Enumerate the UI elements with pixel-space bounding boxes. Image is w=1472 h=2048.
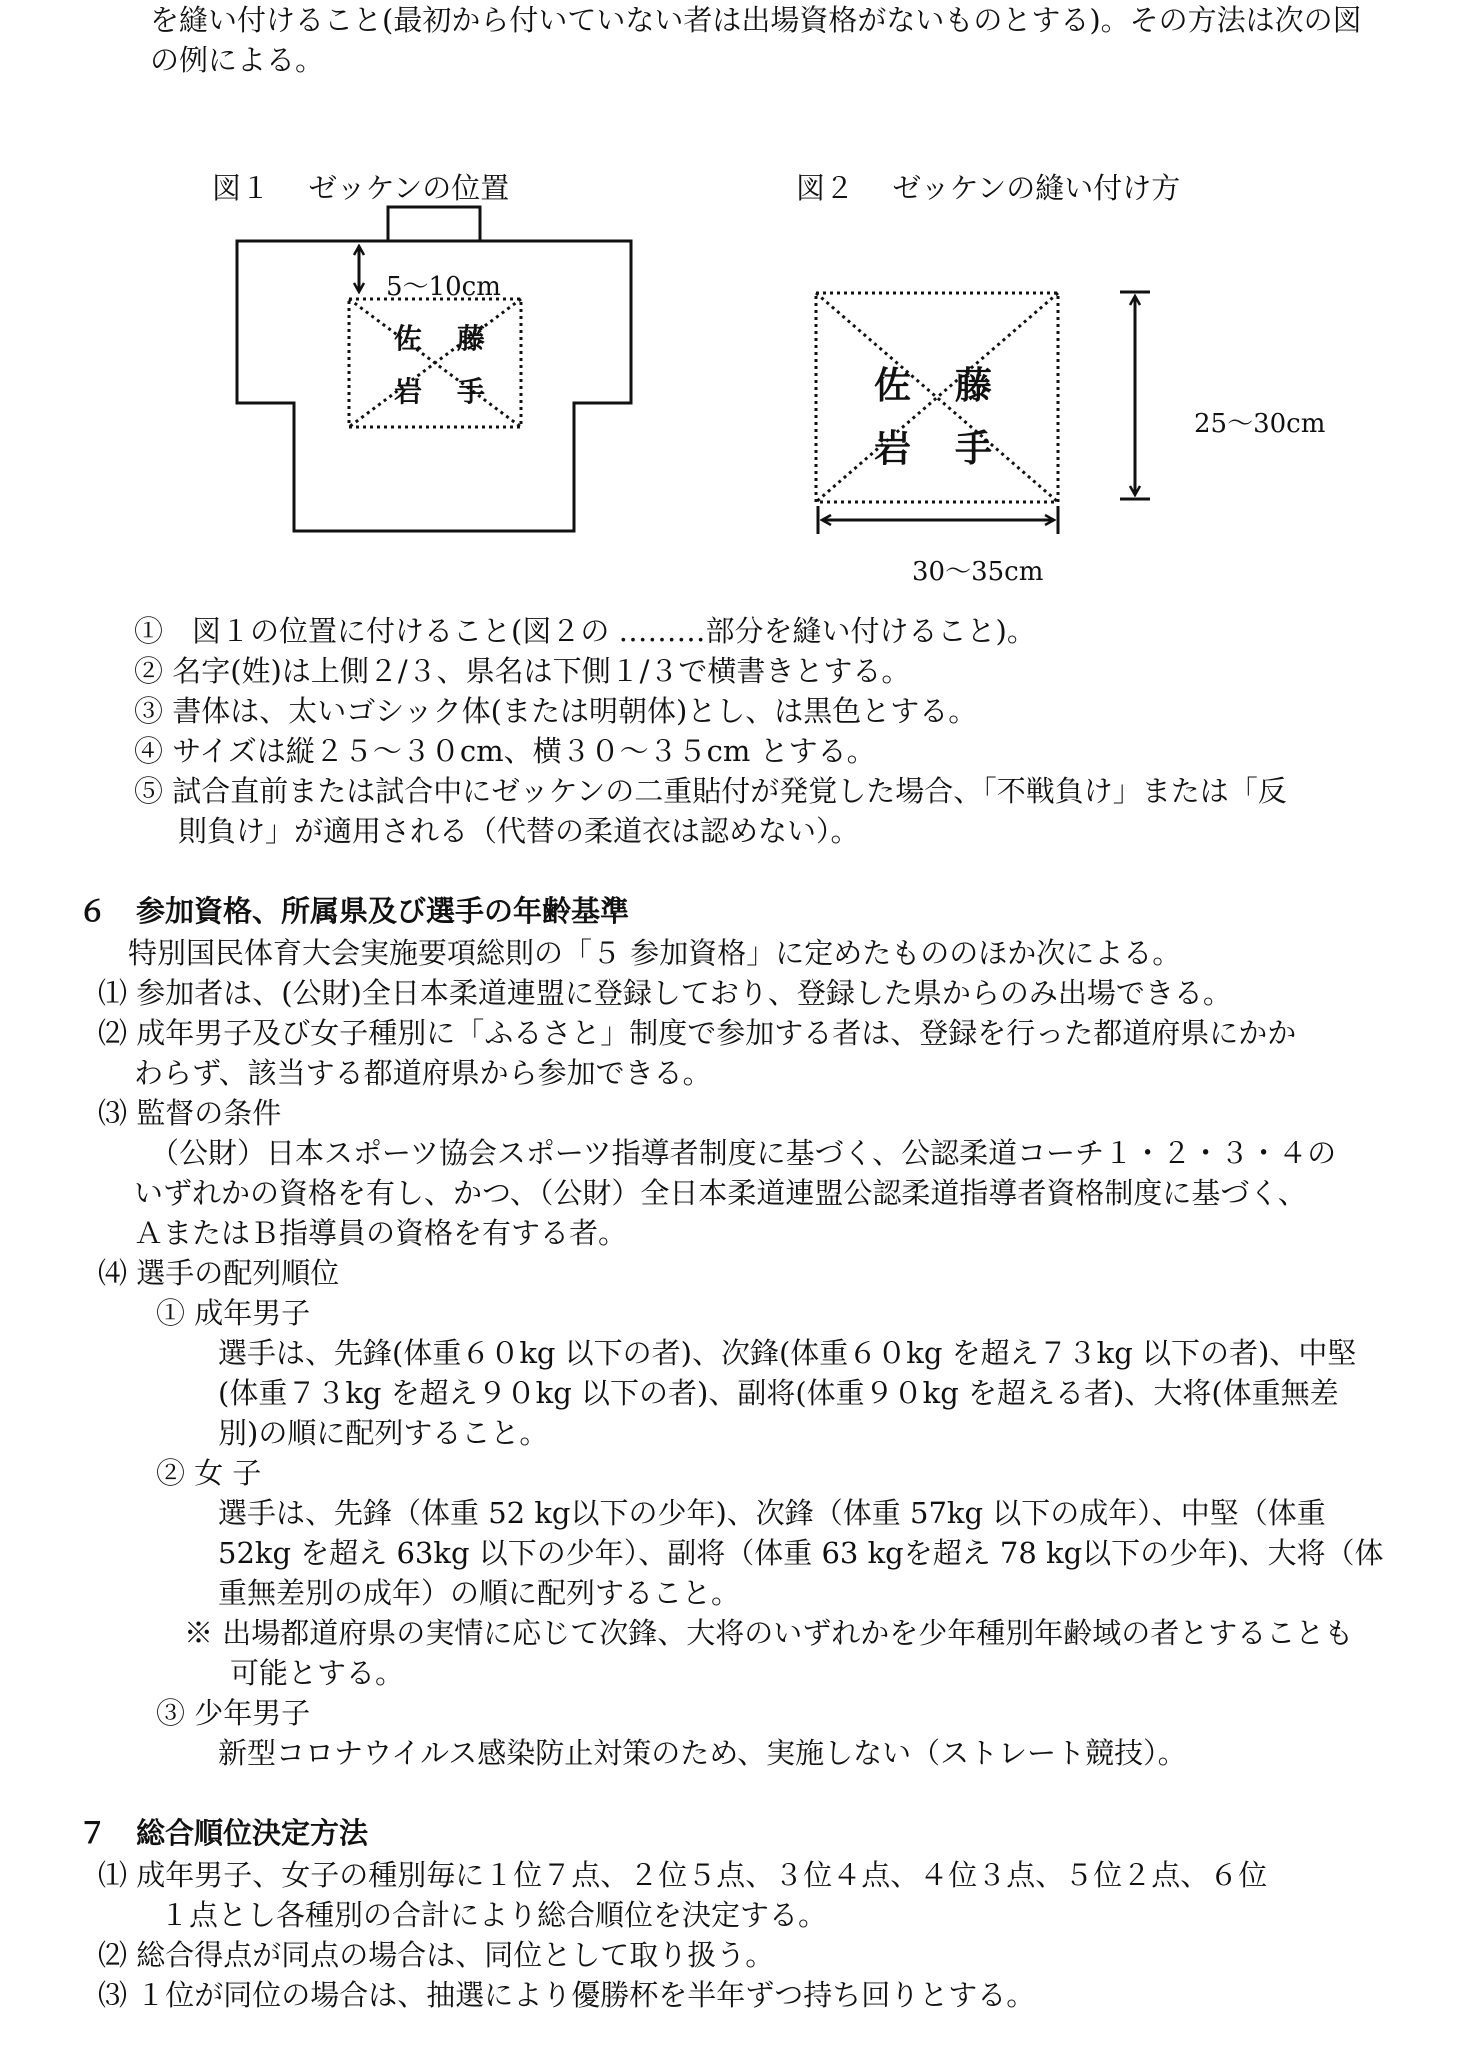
intro-line-2: の例による。 (150, 43, 325, 77)
section6-line: ⑷ 選手の配列順位 (98, 1256, 340, 1290)
section6-line: 別)の順に配列すること。 (218, 1416, 549, 1450)
section6-line: わらず、該当する都道府県から参加できる。 (134, 1056, 712, 1090)
section7-line: １点とし各種別の合計により総合順位を決定する。 (160, 1898, 828, 1932)
figure2-bib-char: 岩 (874, 427, 911, 470)
figure1-dimension-label: 5〜10cm (386, 272, 501, 302)
figure2-bib-char: 佐 (874, 364, 911, 407)
figure2-width-label: 30〜35cm (912, 557, 1044, 587)
section6-line: 52kg を超え 63kg 以下の少年）、副将（体重 63 kgを超え 78 kg以下の少年)、大将（体 (218, 1536, 1384, 1570)
bib-rule-2: ② 名字(姓)は上側２/３、県名は下側１/３で横書きとする。 (134, 654, 911, 688)
bib-rule-5: ⑤ 試合直前または試合中にゼッケンの二重貼付が発覚した場合、「不戦負け」または「反 (134, 774, 1287, 808)
section6-line: （公財）日本スポーツ協会スポーツ指導者制度に基づく、公認柔道コーチ１・２・３・４の (150, 1136, 1337, 1170)
figure2-width-arrow (818, 506, 1058, 534)
figure1-bib (349, 299, 521, 427)
figure2-bib (816, 293, 1058, 502)
section6-line: 選手は、先鋒（体重 52 kg以下の少年)、次鋒（体重 57kg 以下の成年）、中堅（体重 (218, 1496, 1326, 1530)
section6-line: ③ 少年男子 (156, 1696, 311, 1730)
intro-line-1: を縫い付けること(最初から付いていない者は出場資格がないものとする)。その方法は次の図 (150, 3, 1362, 37)
section6-heading: ６ 参加資格、所属県及び選手の年齢基準 (78, 894, 630, 928)
bib-rule-4: ④ サイズは縦２５〜３０cm、横３０〜３５cm とする。 (134, 734, 876, 768)
section6-line: ① 成年男子 (156, 1296, 311, 1330)
figure1-title: 図１ ゼッケンの位置 (212, 171, 510, 205)
section6-line: ⑶ 監督の条件 (98, 1096, 282, 1130)
section7-line: ⑵ 総合得点が同点の場合は、同位として取り扱う。 (98, 1938, 775, 1972)
bib-rule-1: ① 図１の位置に付けること(図２の ………部分を縫い付けること)。 (134, 614, 1036, 648)
section7-heading: ７ 総合順位決定方法 (78, 1816, 369, 1850)
figure2-height-label: 25〜30cm (1194, 409, 1326, 439)
figure2-height-arrow (1120, 292, 1150, 499)
section6-line: ② 女 子 (156, 1456, 262, 1490)
section6-line: 選手は、先鋒(体重６０kg 以下の者)、次鋒(体重６０kg を超え７３kg 以下の者)、中堅 (218, 1336, 1357, 1370)
figure1-shirt-outline (237, 207, 631, 531)
section7-line: ⑴ 成年男子、女子の種別毎に１位７点、２位５点、３位４点、４位３点、５位２点、６位 (98, 1858, 1268, 1892)
figure1-bib-char: 藤 (457, 322, 486, 355)
figure2-bib-char: 藤 (955, 364, 992, 407)
figure1-bib-char: 岩 (394, 375, 423, 408)
section6-line: ⑴ 参加者は、(公財)全日本柔道連盟に登録しており、登録した県からのみ出場できる。 (98, 976, 1232, 1010)
section6-line: (体重７３kg を超え９０kg 以下の者)、副将(体重９０kg を超える者)、大将(体重無差 (218, 1376, 1339, 1410)
section6-line: 可能とする。 (230, 1656, 405, 1690)
section7-line: ⑶ １位が同位の場合は、抽選により優勝杯を半年ずつ持ち回りとする。 (98, 1978, 1036, 2012)
section6-line: ＡまたはＢ指導員の資格を有する者。 (134, 1216, 628, 1250)
section6-line: 特別国民体育大会実施要項総則の「５ 参加資格」に定めたもののほか次による。 (128, 936, 1182, 970)
figure2-bib-char: 手 (955, 427, 992, 470)
figure-drawings (0, 0, 1472, 600)
figure2-title: 図２ ゼッケンの縫い付け方 (796, 171, 1181, 205)
section6-line: ⑵ 成年男子及び女子種別に「ふるさと」制度で参加する者は、登録を行った都道府県にかか (98, 1016, 1297, 1050)
section6-line: いずれかの資格を有し、かつ、（公財）全日本柔道連盟公認柔道指導者資格制度に基づく、 (134, 1176, 1307, 1210)
figure1-bib-char: 佐 (394, 322, 423, 355)
section6-line: ※ 出場都道府県の実情に応じて次鋒、大将のいずれかを少年種別年齢域の者とすることも (184, 1616, 1354, 1650)
section6-line: 新型コロナウイルス感染防止対策のため、実施しない（ストレート競技）。 (218, 1736, 1187, 1770)
figure1-bib-char: 手 (457, 375, 486, 408)
bib-rule-5-cont: 則負け」が適用される（代替の柔道衣は認めない）。 (178, 814, 860, 848)
section6-line: 重無差別の成年）の順に配列すること。 (218, 1576, 741, 1610)
bib-rule-3: ③ 書体は、太いゴシック体(または明朝体)とし、は黒色とする。 (134, 694, 978, 728)
